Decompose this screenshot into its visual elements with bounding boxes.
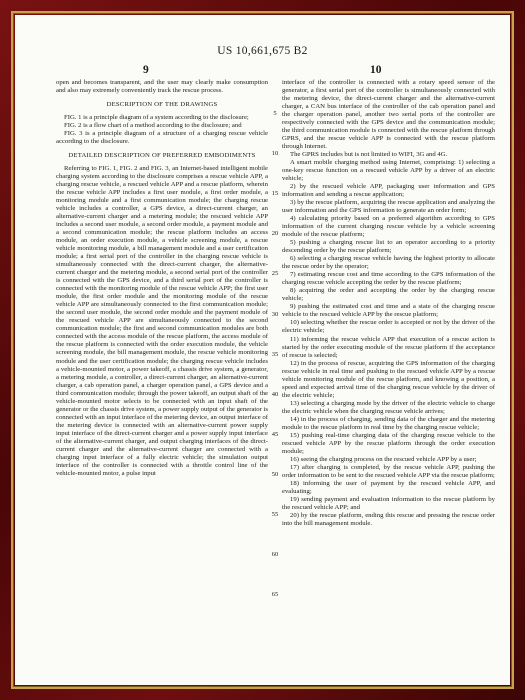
fig1-description: FIG. 1 is a principle diagram of a system according to the disclosure; <box>64 114 249 122</box>
line-number: 15 <box>271 190 279 198</box>
fig3-description: FIG. 3 is a principle diagram of a structure of a charging rescue vehicle according to the disclosure. <box>56 130 268 146</box>
method-step: 9) pushing the estimated cost and time and a state of the charging rescue vehicle to the rescued vehicle APP by the rescue platform; <box>282 303 495 319</box>
line-number: 40 <box>271 390 279 398</box>
intro-paragraph: open and becomes transparent, and the user may clearly make consumption and also may extremely conveniently track the rescue process. <box>56 79 268 95</box>
method-step: 13) selecting a charging mode by the driver of the electric vehicle to charge the electric vehicle when the charging rescue vehicle arrives; <box>282 399 495 415</box>
method-step: 3) by the rescue platform, acquiring the rescue application and analyzing the user information and the GPS information to generate an order form; <box>282 199 495 215</box>
line-number: 5 <box>273 110 277 118</box>
method-step: 14) in the process of charging, sending data of the charger and the metering module to the rescue platform in real time by the charging rescue vehicle; <box>282 415 495 431</box>
method-step: 10) selecting whether the rescue order is accepted or not by the driver of the electric vehicle; <box>282 319 495 335</box>
right-intro-paragraph: interface of the controller is connected with a rotary speed sensor of the generator, a first serial port of the controller is simultaneously connected with the metering device, the direct-current charger and the alternative-current charger, a CAN bus interface of the controller of the cab operation panel and the charger operation panel, another two serial ports of the controller are respectively connected with the GPS device and the communication module; the third communication module is connected with the rescue platform through GPRS, and the rescue vehicle APP is connected with the rescue platform through Internet. <box>282 79 495 151</box>
method-step: 12) in the process of rescue, acquiring the GPS information of the charging rescue vehicle in real time and pushing to the rescued vehicle APP by a rescue vehicle monitoring module of the rescue platform, and knowing a position, a speed and expected arrival time of the charging rescue vehicle by the driver of the electric vehicle; <box>282 359 495 399</box>
method-step: 6) selecting a charging rescue vehicle having the highest priority to allocate the rescue order by the operator; <box>282 255 495 271</box>
detailed-description-heading: DETAILED DESCRIPTION OF PREFERRED EMBODIMENTS <box>68 152 256 160</box>
fig2-description: FIG. 2 is a flow chart of a method according to the disclosure; and <box>64 122 242 130</box>
drawings-heading: DESCRIPTION OF THE DRAWINGS <box>106 101 218 109</box>
line-number: 45 <box>271 430 279 438</box>
method-step: 19) sending payment and evaluation information to the rescue platform by the rescued vehicle APP; and <box>282 495 495 511</box>
method-step: 20) by the rescue platform, ending this rescue and pressing the rescue order into the bill management module. <box>282 511 495 527</box>
method-intro: A smart mobile charging method using Internet, comprising: 1) selecting a one-key rescue function on a rescued vehicle APP by a driver of an electric vehicle; <box>282 159 495 183</box>
method-step: 16) seeing the charging process on the rescued vehicle APP by a user; <box>290 455 477 463</box>
detailed-body: Referring to FIG. 1, FIG. 2 and FIG. 3, an Internet-based intelligent mobile charging system according to the disclosure comprises a rescue vehicle APP, a charging rescue vehicle, a rescued vehicle APP and a rescue platform, wherein the rescue vehicle APP includes a first user module, a first order module, a monitoring module and a first communication module; the charging rescue vehicle includes a controller, a GPS device, a direct-current charger, an alternative-current charger and a metering module; the rescued vehicle APP includes a second user module, a second order module, a payment module and a second communication module; the rescue platform includes an access module, an order execution module, a vehicle screening module, a rescue vehicle monitoring module, a bill management module and a user certification module; a first serial port of the controller in the charging rescue vehicle is simultaneously connected with the direct-current charger, the alternative-current charger and the metering module, a second serial port of the controller is connected with the GPS device, and a third serial port of the controller is connected with the monitoring module of the rescue vehicle APP; the first user module, the first order module and the monitoring module of the rescue vehicle APP are simultaneously connected to the first communication module; the second user module, the second order module and the payment module of the rescued vehicle APP are simultaneously connected to the second communication module; the first and second communication modules are both connected with the access module of the rescue platform, the access module of the rescue platform is connected with the order execution module, the vehicle screening module, the bill management module, the rescue vehicle monitoring module and the user certification module; the charging rescue vehicle includes a vehicle-mounted motor, a power takeoff, a chassis drive system, a generator, a metering module, a controller, a direct-current charger, an alternative-current charger, a cab operation panel, a charger operation panel, a GPS device and a third communication module; through the power takeoff, an output shaft of the vehicle-mounted motor selects to be connected with an input shaft of the generator or the chassis drive system, a power supply output of the generator is connected with an input interface of the metering device, an output interface of the metering device is connected with an alternative-current power supply input interface of the direct-current charger and a power supply input interface of the alternative-current charger, and output charging interfaces of the direct-current charger and the alternative-current charger are connected with a charging input interface of a fully electric vehicle; the simulation output interface of the controller is connected with a throttle control line of the vehicle-mounted motor, a pulse input <box>56 165 268 477</box>
method-step: 5) pushing a charging rescue list to an operator according to a priority descending order by the rescue platform; <box>282 239 495 255</box>
patent-number: US 10,661,675 B2 <box>217 45 308 57</box>
line-number: 60 <box>271 551 279 559</box>
right-page-number: 10 <box>370 64 382 76</box>
left-column <box>56 79 268 478</box>
method-step: 4) calculating priority based on a preferred algorithm according to GPS information of the current charging rescue vehicle by a vehicle screening module of the rescue platform; <box>282 215 495 239</box>
left-page-number: 9 <box>143 64 149 76</box>
line-number: 50 <box>271 470 279 478</box>
method-step: 18) informing the user of payment by the rescued vehicle APP, and evaluating; <box>282 479 495 495</box>
method-step: 7) estimating rescue cost and time according to the GPS information of the charging rescue vehicle accepting the order by the rescue platform; <box>282 271 495 287</box>
line-number: 65 <box>271 591 279 599</box>
line-number: 30 <box>271 310 279 318</box>
method-step: 2) by the rescued vehicle APP, packaging user information and GPS information and sending a rescue application; <box>282 183 495 199</box>
method-step: 11) informing the rescue vehicle APP that execution of a rescue action is started by the order executing module of the rescue platform if the acceptance of rescue is selected; <box>282 335 495 359</box>
line-number: 55 <box>271 511 279 519</box>
line-number: 10 <box>271 150 279 158</box>
line-number: 25 <box>271 270 279 278</box>
line-number: 20 <box>271 230 279 238</box>
gprs-paragraph: The GPRS includes but is not limited to WIFI, 3G and 4G. <box>290 151 448 159</box>
method-step: 15) pushing real-time charging data of the charging rescue vehicle to the rescued vehicle APP by the rescue platform through the order execution module; <box>282 431 495 455</box>
line-number: 35 <box>271 350 279 358</box>
right-column <box>282 79 495 528</box>
method-steps <box>282 183 495 528</box>
patent-page <box>15 15 510 685</box>
method-step: 17) after charging is completed, by the rescue vehicle APP, pushing the order information to be sent to the rescued vehicle APP via the rescue platform; <box>282 463 495 479</box>
method-step: 8) acquiring the order and accepting the order by the charging rescue vehicle; <box>282 287 495 303</box>
